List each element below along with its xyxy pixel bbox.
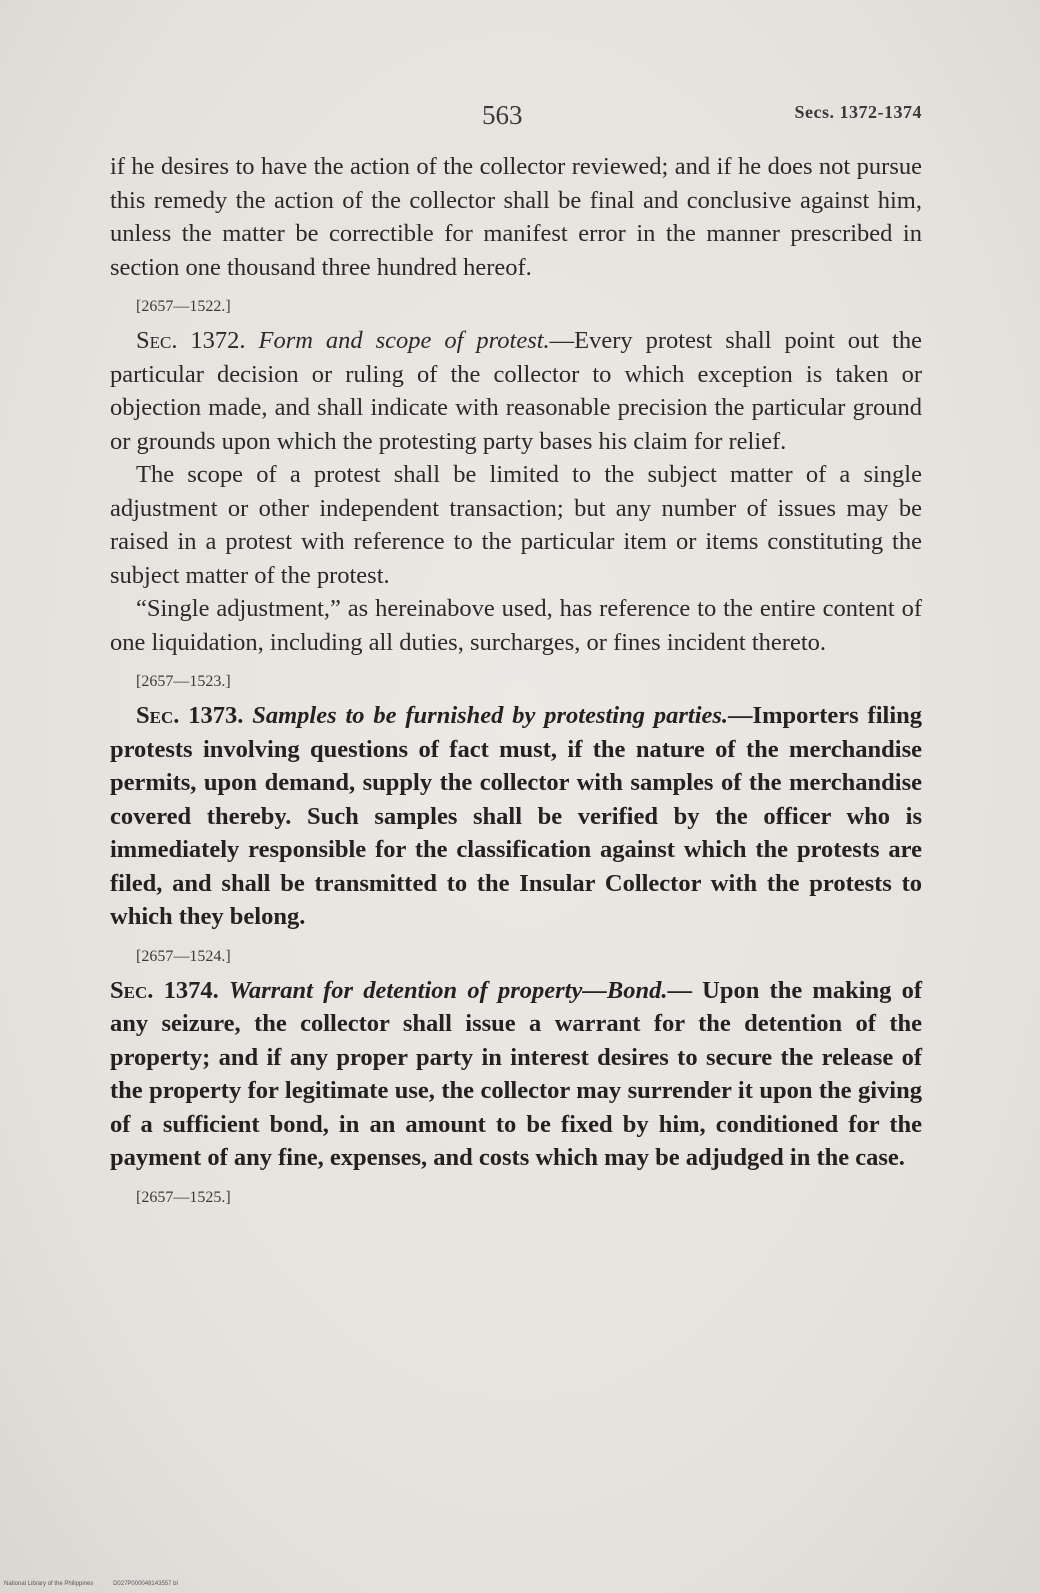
scan-footer	[4, 1581, 178, 1587]
running-head: Secs. 1372-1374	[794, 102, 922, 122]
footer-identifier: D027P000048143557 bl	[113, 1581, 178, 1587]
section-1372-paragraph	[110, 324, 922, 458]
source-citation-1523: [2657—1523.]	[136, 673, 231, 690]
section-1373-title: Samples to be furnished by protesting parties.	[252, 702, 729, 729]
section-1374-text: — Upon the making of any seizure, the collector shall issue a warrant for the detention of the property; and if any proper party in interest desires to secure the release of the property for legitimate use, the collector may surrender it upon the giving of a sufficient bond, in an amount to be fixed by him, conditioned for the payment of any fine, expenses, and costs which may be adjudged in the case.	[110, 976, 923, 1171]
body-text	[110, 150, 922, 1215]
source-citation-1522: [2657—1522.]	[136, 298, 231, 315]
section-1374-label: Sec. 1374.	[110, 976, 219, 1004]
section-1374-title: Warrant for detention of property—Bond.	[228, 976, 668, 1004]
section-1372-label: Sec. 1372.	[136, 327, 246, 354]
section-1372-text: —Every protest shall point out the particular decision or ruling of the collector to which exception is taken or objection made, and shall indicate with reasonable precision the particular ground or grounds upon which the protesting party bases his claim for relief.	[110, 327, 923, 455]
footer-library: National Library of the Philippines	[4, 1581, 94, 1587]
section-1372-title: Form and scope of protest.	[258, 327, 550, 354]
continuation-paragraph: if he desires to have the action of the collector reviewed; and if he does not pursue this remedy the action of the collector shall be final and conclusive against him, unless the matter be correctible for manifest error in the manner prescribed in section one thousand three hundred hereof.	[110, 153, 922, 281]
section-1372-paragraph-2: The scope of a protest shall be limited to the subject matter of a single adjustment or other independent transaction; but any number of issues may be raised in a protest with reference to the particular item or items constituting the subject matter of the protest.	[110, 461, 922, 589]
section-1373-label: Sec. 1373.	[136, 702, 244, 729]
source-citation-1525: [2657—1525.]	[136, 1188, 231, 1206]
source-citation-1524: [2657—1524.]	[136, 947, 231, 965]
section-1374-paragraph	[110, 974, 922, 1175]
section-1372-paragraph-3: “Single adjustment,” as hereinabove used, has reference to the entire content of one liquidation, including all duties, surcharges, or fines incident thereto.	[110, 595, 922, 656]
section-1373-paragraph	[110, 699, 922, 934]
page-number: 563	[482, 100, 523, 130]
section-1373-text: —Importers filing protests involving questions of fact must, if the nature of the merchandise permits, upon demand, supply the collector with samples of the merchandise covered thereby. Such samples shall be verified by the officer who is immediately responsible for the classification against which the protests are filed, and shall be transmitted to the Insular Collector with the protests to which they belong.	[110, 702, 922, 930]
bold-text-block	[110, 699, 922, 1209]
page-header	[110, 96, 930, 136]
